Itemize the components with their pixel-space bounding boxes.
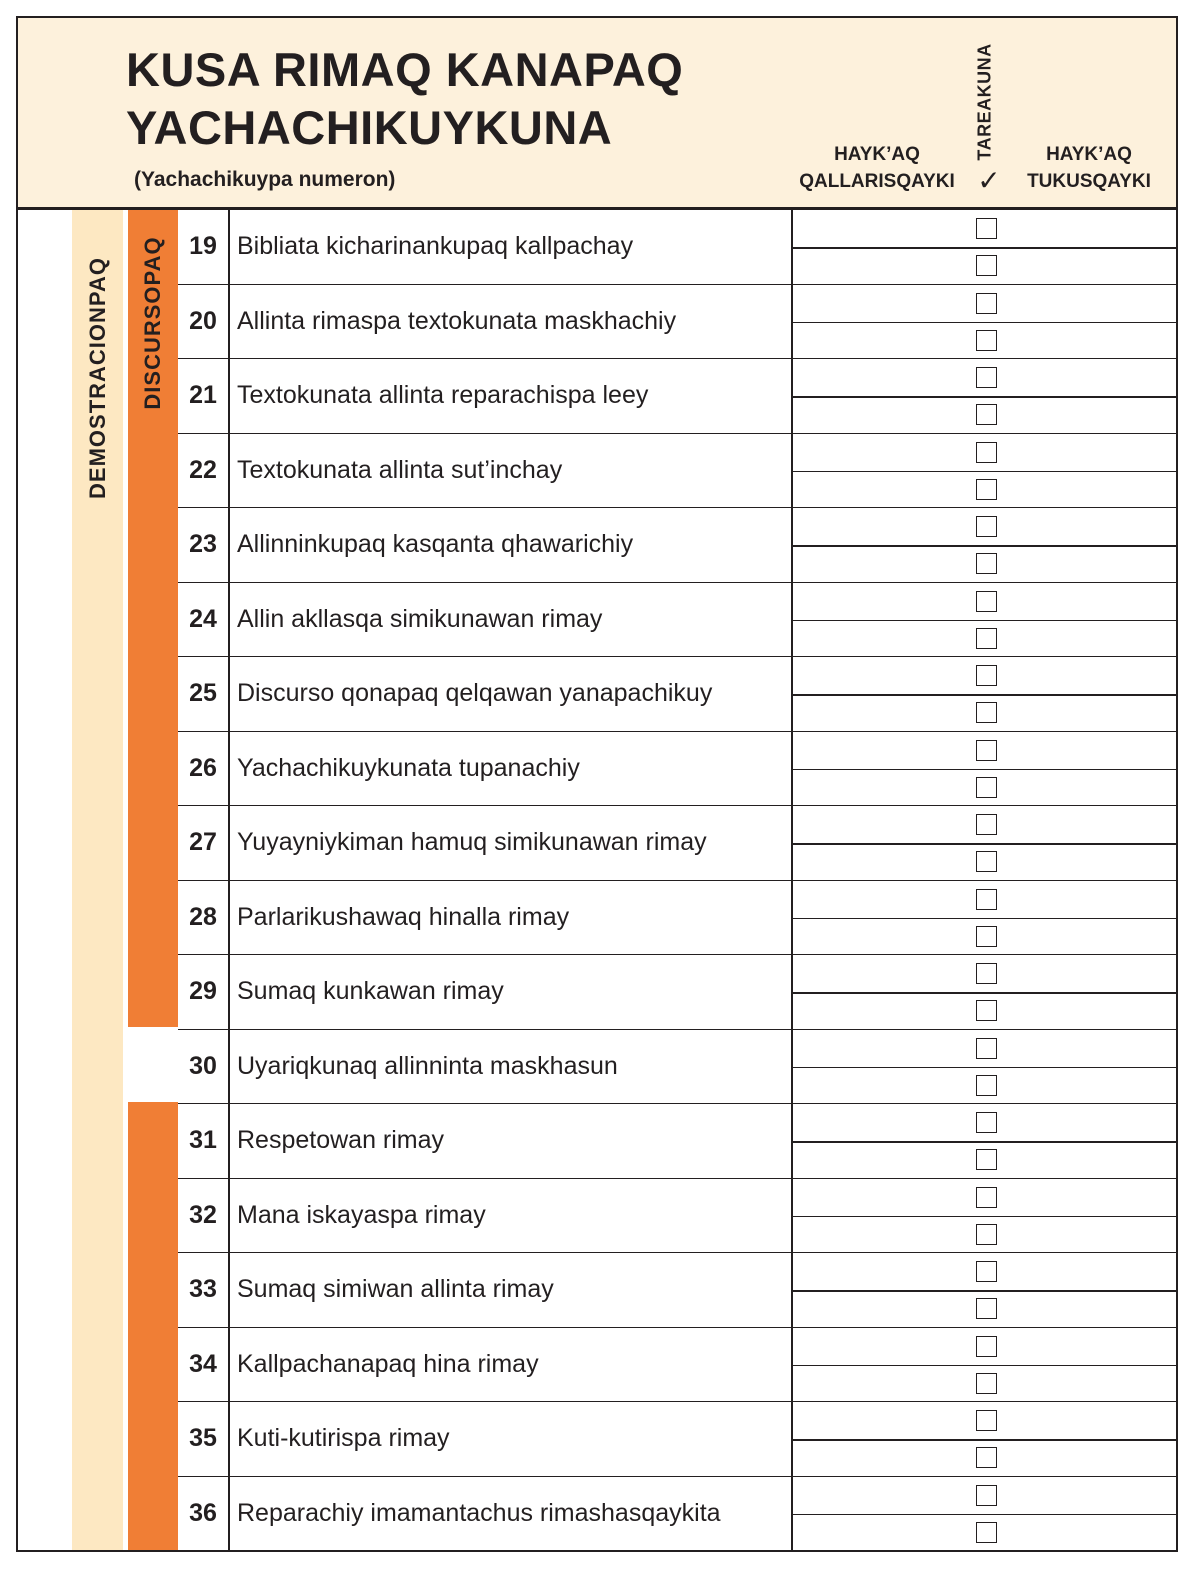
lesson-row [178,1030,1176,1105]
assignment-checkbox[interactable] [976,1336,997,1357]
assignment-checkbox[interactable] [976,777,997,798]
page-subtitle: (Yachachikuypa numeron) [134,168,396,191]
discourse-band [128,210,178,1027]
lesson-number: 25 [189,679,217,707]
assignment-checkbox[interactable] [976,1373,997,1394]
lesson-number: 33 [189,1275,217,1303]
lesson-title: Textokunata allinta sut’inchay [237,455,563,484]
row-half-divider [793,322,1176,324]
lesson-title: Allin akllasqa simikunawan rimay [237,604,603,633]
lesson-row [178,434,1176,509]
assignment-checkbox[interactable] [976,1149,997,1170]
lesson-row [178,210,1176,285]
lesson-row [178,1104,1176,1179]
demonstration-band [72,210,123,1550]
assignment-checkbox[interactable] [976,1261,997,1282]
assignment-checkbox[interactable] [976,1298,997,1319]
assignments-column-header [968,38,1002,166]
lesson-number: 36 [189,1498,217,1527]
end-date-header-line-1: HAYK’AQ [1046,144,1132,165]
checkmark-icon: ✓ [977,165,1001,196]
lesson-number: 35 [189,1424,217,1452]
assignment-checkbox[interactable] [976,889,997,910]
lesson-checklist [16,16,1178,1552]
row-half-divider [793,1067,1176,1069]
header [18,18,1176,210]
lesson-number: 19 [189,232,217,260]
row-half-divider [793,1141,1176,1143]
lesson-title: Parlarikushawaq hinalla rimay [237,902,570,931]
lesson-row [178,881,1176,956]
row-half-divider [793,1439,1176,1441]
discourse-band-label: DISCURSOPAQ [140,236,165,410]
lesson-title: Yuyayniykiman hamuq simikunawan rimay [237,828,707,856]
row-half-divider [793,1216,1176,1218]
assignment-checkbox[interactable] [976,963,997,984]
lesson-title: Mana iskayaspa rimay [237,1200,486,1229]
end-date-column-header [1014,141,1164,195]
lesson-title: Kallpachanapaq hina rimay [237,1349,539,1378]
row-half-divider [793,545,1176,547]
assignment-checkbox[interactable] [976,740,997,761]
row-half-divider [793,1290,1176,1292]
assignment-checkbox[interactable] [976,814,997,835]
assignment-checkbox[interactable] [976,1224,997,1245]
lesson-title: Bibliata kicharinankupaq kallpachay [237,232,634,260]
assignment-checkbox[interactable] [976,591,997,612]
assignment-checkbox[interactable] [976,479,997,500]
assignment-checkbox[interactable] [976,404,997,425]
lesson-row [178,806,1176,881]
assignment-checkbox[interactable] [976,1447,997,1468]
assignment-checkbox[interactable] [976,330,997,351]
lesson-number: 30 [189,1051,217,1080]
assignment-checkbox[interactable] [976,1112,997,1133]
lesson-number: 27 [189,828,217,856]
row-half-divider [793,396,1176,398]
assignment-checkbox[interactable] [976,702,997,723]
lesson-number: 29 [189,977,217,1005]
assignment-checkbox[interactable] [976,1485,997,1506]
lesson-title: Allinninkupaq kasqanta qhawarichiy [237,530,634,558]
lesson-row [178,583,1176,658]
lesson-row [178,1253,1176,1328]
row-half-divider [793,918,1176,920]
row-half-divider [793,1365,1176,1367]
end-date-header-line-2: TUKUSQAYKI [1027,171,1151,192]
assignment-checkbox[interactable] [976,1410,997,1431]
assignment-checkbox[interactable] [976,367,997,388]
lesson-title: Textokunata allinta reparachispa leey [237,381,649,409]
lesson-row [178,1477,1176,1552]
assignment-checkbox[interactable] [976,1000,997,1021]
lesson-row [178,359,1176,434]
assignment-checkbox[interactable] [976,1187,997,1208]
assignment-checkbox[interactable] [976,1075,997,1096]
assignment-checkbox[interactable] [976,553,997,574]
lesson-title: Discurso qonapaq qelqawan yanapachikuy [237,679,713,707]
page-title-line-1: KUSA RIMAQ KANAPAQ [126,43,684,96]
assignment-checkbox[interactable] [976,442,997,463]
lesson-row [178,1328,1176,1403]
row-half-divider [793,843,1176,845]
lesson-title: Reparachiy imamantachus rimashasqaykita [237,1498,721,1527]
lesson-row [178,508,1176,583]
lesson-number: 22 [189,455,217,484]
lesson-row [178,657,1176,732]
row-half-divider [793,247,1176,249]
lesson-row [178,955,1176,1030]
lesson-title: Uyariqkunaq allinninta maskhasun [237,1051,618,1080]
demonstration-band-label: DEMOSTRACIONPAQ [84,257,110,499]
lesson-row [178,285,1176,360]
start-date-header-line-2: QALLARISQAYKI [799,171,955,192]
lesson-title: Respetowan rimay [237,1126,445,1154]
row-half-divider [793,694,1176,696]
row-half-divider [793,769,1176,771]
lesson-title: Yachachikuykunata tupanachiy [237,753,580,782]
assignment-checkbox[interactable] [976,628,997,649]
row-half-divider [793,620,1176,622]
assignments-header-label: TAREAKUNA [974,43,995,161]
lesson-row [178,732,1176,807]
lesson-number: 21 [189,381,217,409]
assignment-checkbox[interactable] [976,851,997,872]
assignment-checkbox[interactable] [976,218,997,239]
row-half-divider [793,1514,1176,1516]
lesson-number: 28 [189,902,217,931]
assignment-checkbox[interactable] [976,293,997,314]
lesson-number: 31 [189,1126,217,1154]
assignment-checkbox[interactable] [976,926,997,947]
lesson-row [178,1402,1176,1477]
assignment-checkbox[interactable] [976,1038,997,1059]
lesson-number: 24 [189,604,217,633]
start-date-column-header [790,141,964,195]
lesson-title: Allinta rimaspa textokunata maskhachiy [237,306,677,335]
page-title-line-2: YACHACHIKUYKUNA [126,101,613,154]
lesson-title: Kuti-kutirispa rimay [237,1424,450,1452]
lesson-title: Sumaq simiwan allinta rimay [237,1275,554,1303]
assignment-checkbox[interactable] [976,255,997,276]
lesson-row [178,1179,1176,1254]
assignment-checkbox[interactable] [976,516,997,537]
assignment-checkbox[interactable] [976,1522,997,1543]
lesson-number: 34 [189,1349,217,1378]
lesson-number: 23 [189,530,217,558]
assignment-checkbox[interactable] [976,665,997,686]
row-half-divider [793,471,1176,473]
lesson-number: 26 [189,753,217,782]
lesson-number: 32 [189,1200,217,1229]
lesson-number: 20 [189,306,217,335]
lesson-title: Sumaq kunkawan rimay [237,977,504,1005]
row-half-divider [793,992,1176,994]
discourse-band-lower [128,1102,178,1550]
start-date-header-line-1: HAYK’AQ [834,144,920,165]
